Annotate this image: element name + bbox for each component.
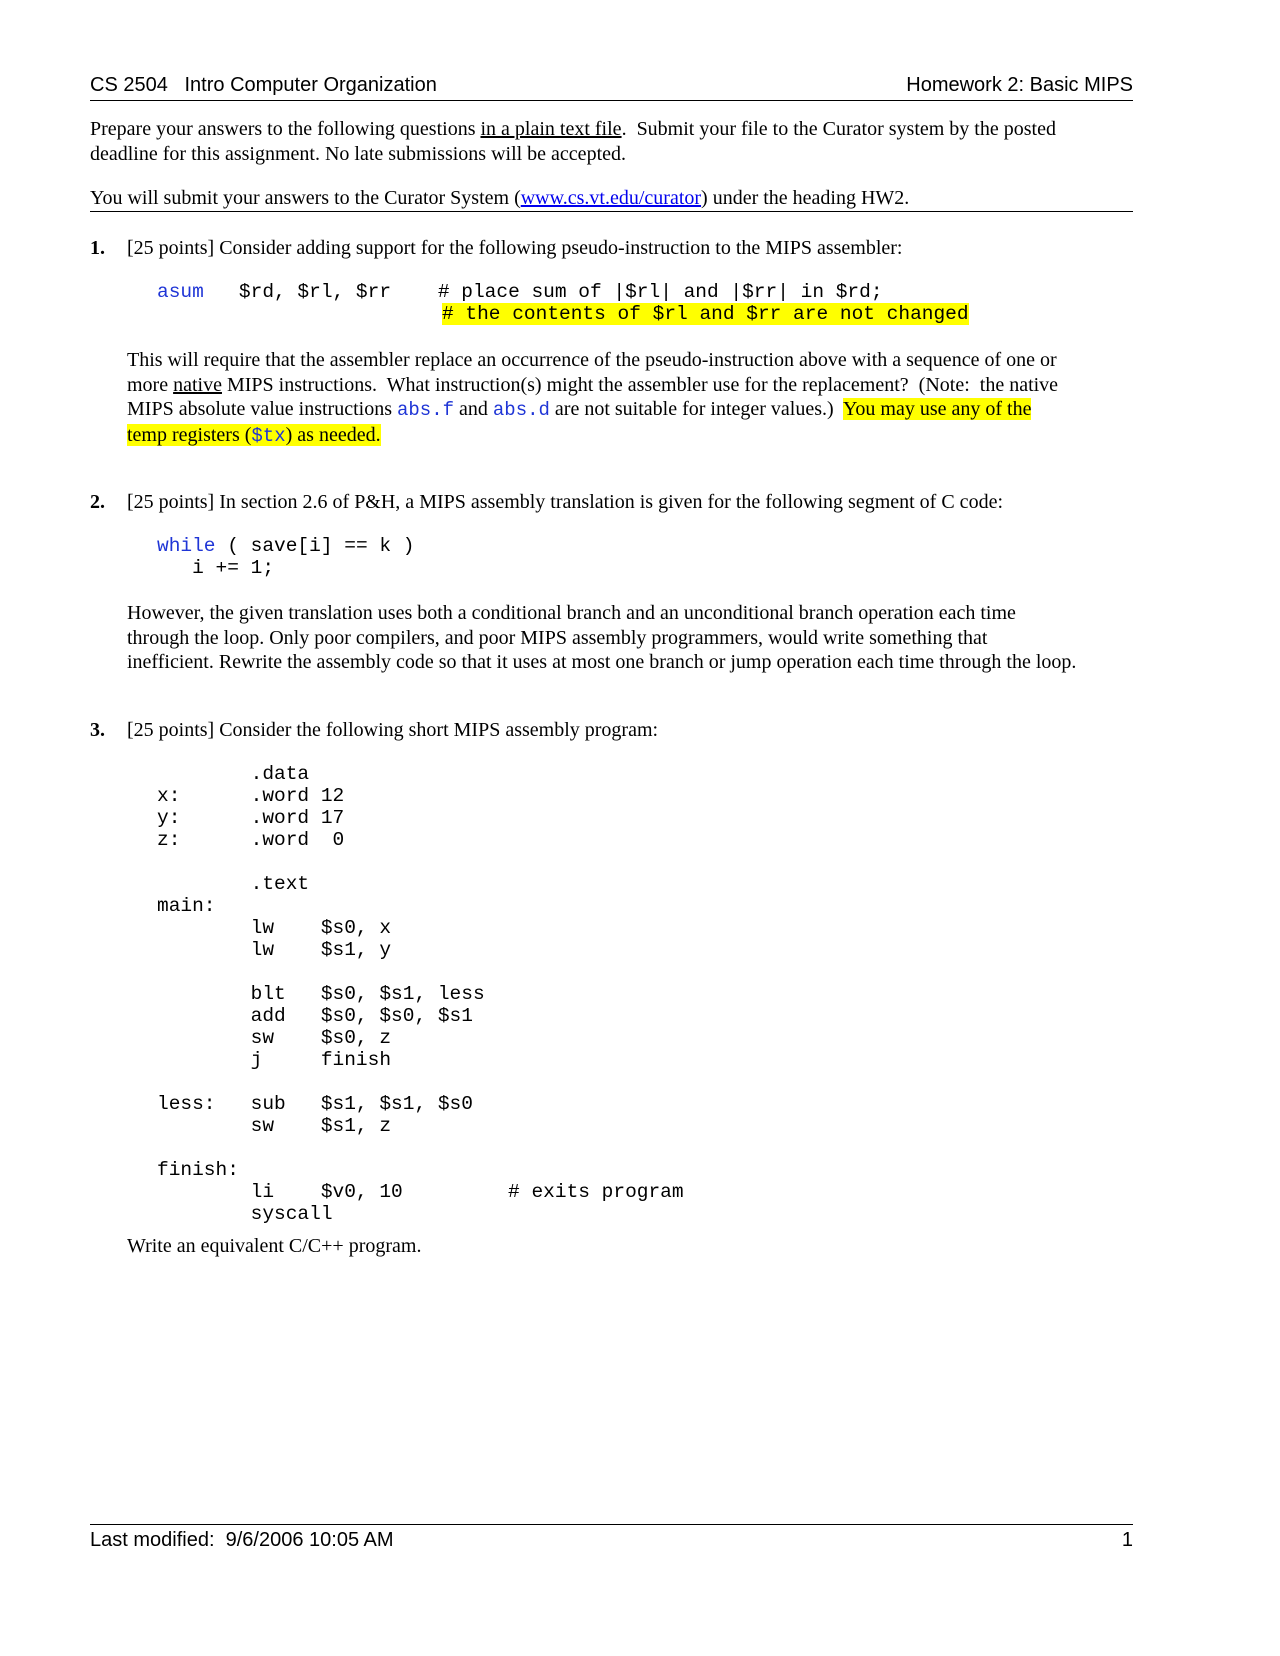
- q3-number: 3.: [90, 719, 105, 741]
- q1-body-line4-start: temp registers (: [127, 423, 252, 446]
- q3-closing: Write an equivalent C/C++ program.: [127, 1235, 422, 1257]
- while-keyword: while: [157, 535, 216, 557]
- intro-line2: deadline for this assignment. No late submissions will be accepted.: [90, 142, 626, 165]
- submit-text-start: You will submit your answers to the Curator System (: [90, 187, 521, 209]
- course-title: CS 2504 Intro Computer Organization: [90, 74, 437, 96]
- intro-paragraph: [90, 117, 1133, 166]
- q1-number: 1.: [90, 237, 105, 259]
- tx-code: $tx: [251, 424, 286, 447]
- q2-code-line1-rest: ( save[i] == k ): [215, 535, 415, 557]
- page-header: [90, 72, 1133, 101]
- intro-underlined-text: in a plain text file: [480, 118, 622, 140]
- page-footer: [90, 1524, 1133, 1551]
- intro-divider: [90, 211, 1133, 212]
- intro-line1-start: Prepare your answers to the following questions: [90, 118, 481, 140]
- asum-comment-1: # place sum of |$rl| and |$rr| in $rd;: [437, 281, 883, 303]
- abs-d-code: abs.d: [492, 399, 550, 421]
- q2-body-line2: through the loop. Only poor compilers, and poor MIPS assembly programmers, would write something that: [127, 626, 988, 649]
- q3-assembly-program: .data x: .word 12 y: .word 17 z: .word 0 .text main: lw $s0, x lw $s1, y blt $s0, $s1, less add $s0, $s0, $s1 sw $s0, z j finish less: sub $s1, $s1, $s0 sw $s1, z finish: li $v0, 10 # exits program syscall: [157, 763, 684, 1225]
- intro-line1-end: . Submit your file to the Curator system by the posted: [621, 118, 1056, 140]
- q1-body: [127, 348, 1133, 448]
- q1-code-line2: [442, 303, 969, 325]
- temp-registers-highlight-2: [127, 424, 381, 446]
- submit-text-end: ) under the heading HW2.: [701, 187, 910, 209]
- q1-body-line3-start: MIPS absolute value instructions: [127, 398, 397, 420]
- q2-number: 2.: [90, 491, 105, 513]
- page-number: 1: [1121, 1529, 1133, 1551]
- q2-body-line3: inefficient. Rewrite the assembly code so that it uses at most one branch or jump operation each time through the loop.: [127, 651, 1077, 673]
- asum-comment-2: # the contents of $rl and $rr are not changed: [442, 303, 969, 325]
- q2-body: [127, 601, 1137, 675]
- q2-prompt: [25 points] In section 2.6 of P&H, a MIPS assembly translation is given for the following segment of C code:: [127, 491, 1003, 513]
- native-underlined: native: [173, 373, 222, 396]
- q3-prompt: [25 points] Consider the following short MIPS assembly program:: [127, 719, 659, 741]
- temp-registers-highlight-1: You may use any of the: [842, 398, 1032, 420]
- q2-code-line2: i += 1;: [157, 557, 275, 579]
- assignment-title: Homework 2: Basic MIPS: [906, 74, 1133, 96]
- curator-link[interactable]: www.cs.vt.edu/curator: [520, 187, 702, 209]
- q1-body-line4-end: ) as needed.: [285, 423, 381, 446]
- submit-paragraph: [90, 186, 1133, 211]
- q2-body-line1: However, the given translation uses both a conditional branch and an unconditional branch operation each time: [127, 602, 1016, 624]
- q1-body-line1: This will require that the assembler replace an occurrence of the pseudo-instruction above with a sequence of one or: [127, 349, 1057, 371]
- abs-f-code: abs.f: [396, 399, 454, 421]
- q1-body-line3-mid: and: [454, 398, 493, 420]
- q1-body-line2-start: more: [127, 373, 174, 396]
- q1-body-line2-end: MIPS instructions. What instruction(s) might the assembler use for the replacement? (Note: the native: [221, 373, 1059, 396]
- q1-code-line1: [157, 281, 883, 303]
- q2-code: [157, 535, 414, 579]
- document-page: [90, 0, 1133, 1656]
- last-modified: Last modified: 9/6/2006 10:05 AM: [90, 1529, 394, 1551]
- q1-body-line3-end: are not suitable for integer values.): [549, 398, 843, 420]
- asum-keyword: asum: [157, 281, 204, 303]
- q1-prompt: [25 points] Consider adding support for the following pseudo-instruction to the MIPS assembler:: [127, 237, 903, 259]
- asum-operands: $rd, $rl, $rr: [203, 281, 438, 303]
